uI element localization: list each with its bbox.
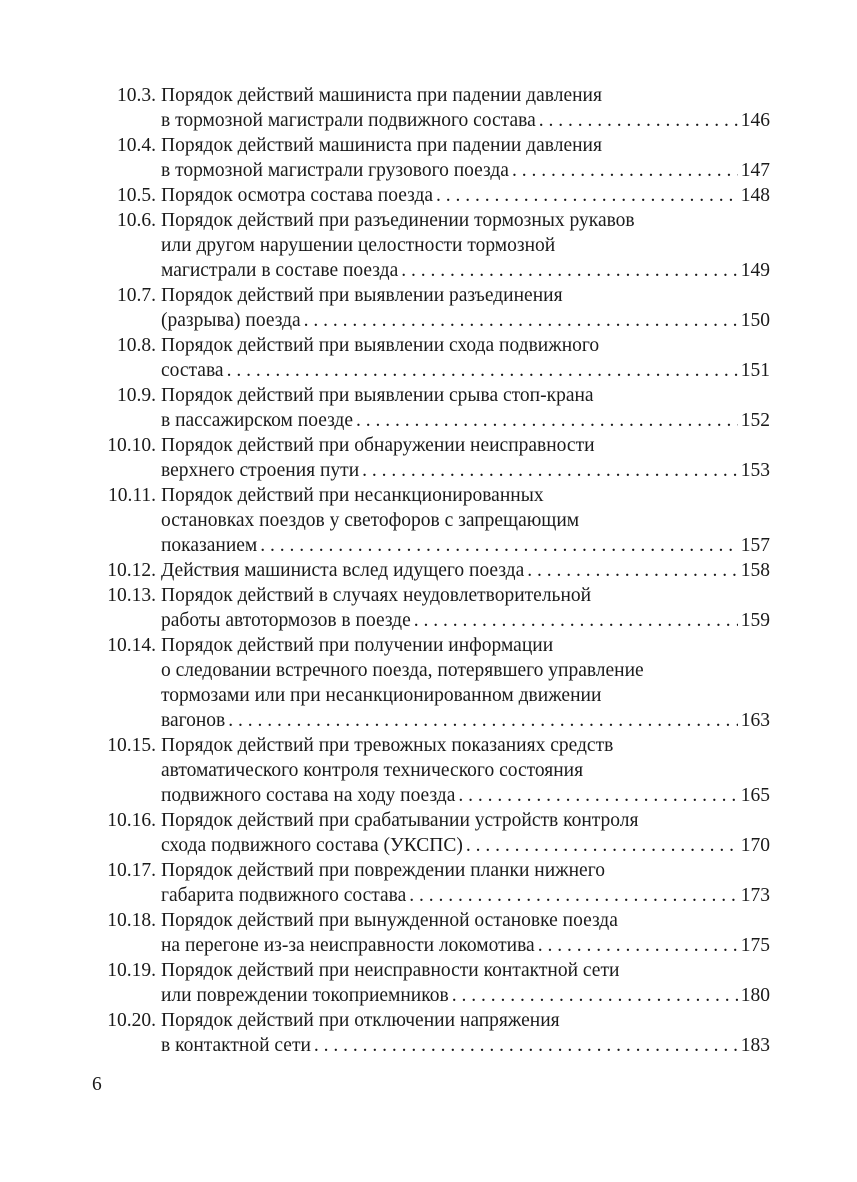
dot-leader <box>401 258 738 283</box>
dot-leader <box>452 983 738 1008</box>
toc-entry-line <box>100 933 770 958</box>
toc-entry-title: габарита подвижного состава <box>161 885 407 906</box>
toc-entry-page: 183 <box>740 1035 770 1056</box>
toc-entry[interactable] <box>100 133 770 183</box>
toc-entry-title: в контактной сети <box>161 1035 311 1056</box>
toc-entry-page: 170 <box>740 835 770 856</box>
dot-leader <box>356 408 738 433</box>
toc-entry-title: Порядок осмотра состава поезда <box>161 185 434 206</box>
toc-entry-title: Порядок действий при срабатывании устройств контроля <box>161 810 639 831</box>
toc-entry-number: 10.18. <box>107 910 156 931</box>
toc-entry-page: 173 <box>740 885 770 906</box>
toc-entry-line <box>100 633 770 658</box>
dot-leader <box>409 883 737 908</box>
toc-entry-line <box>100 983 770 1008</box>
toc-entry-line <box>100 358 770 383</box>
toc-entry-number: 10.6. <box>117 210 156 231</box>
toc-entry-title: Порядок действий машиниста при падении давления <box>161 85 602 106</box>
toc-entry-line <box>100 658 770 683</box>
toc-entry-line <box>100 183 770 208</box>
toc-entry-title: схода подвижного состава (УКСПС) <box>161 835 463 856</box>
toc-entry-title: Порядок действий машиниста при падении давления <box>161 135 602 156</box>
toc-entry-page: 158 <box>740 560 770 581</box>
toc-entry[interactable] <box>100 183 770 208</box>
toc-entry-line <box>100 83 770 108</box>
toc-entry-line <box>100 433 770 458</box>
dot-leader <box>227 358 738 383</box>
toc-entry-page: 163 <box>740 710 770 731</box>
toc-entry-title: работы автотормозов в поезде <box>161 610 411 631</box>
dot-leader <box>458 783 737 808</box>
toc-entry-title: или другом нарушении целостности тормозной <box>161 235 556 256</box>
toc-entry-line <box>100 258 770 283</box>
toc-entry-title: подвижного состава на ходу поезда <box>161 785 456 806</box>
toc-entry-title: в пассажирском поезде <box>161 410 354 431</box>
toc-entry-line <box>100 333 770 358</box>
toc-entry-page: 146 <box>740 110 770 131</box>
toc-entry-number: 10.5. <box>117 185 156 206</box>
toc-entry-title: Порядок действий при неисправности контактной сети <box>161 960 620 981</box>
toc-entry-line <box>100 483 770 508</box>
toc-entry-title: Порядок действий при вынужденной остановке поезда <box>161 910 618 931</box>
toc-entry-line <box>100 208 770 233</box>
table-of-contents <box>100 83 770 1058</box>
toc-entry-number: 10.11. <box>107 485 156 506</box>
toc-entry[interactable] <box>100 333 770 383</box>
toc-entry-line <box>100 558 770 583</box>
toc-entry-number: 10.14. <box>107 635 156 656</box>
toc-entry-title: Порядок действий при несанкционированных <box>161 485 544 506</box>
toc-entry-line <box>100 458 770 483</box>
dot-leader <box>304 308 738 333</box>
dot-leader <box>414 608 738 633</box>
toc-entry-title: Порядок действий при получении информации <box>161 635 554 656</box>
toc-entry-title: Порядок действий при тревожных показаниях средств <box>161 735 614 756</box>
toc-entry[interactable] <box>100 583 770 633</box>
toc-entry-line <box>100 158 770 183</box>
toc-entry-title: на перегоне из-за неисправности локомотива <box>161 935 535 956</box>
toc-entry-number: 10.8. <box>117 335 156 356</box>
toc-entry-number: 10.19. <box>107 960 156 981</box>
toc-entry-title: в тормозной магистрали грузового поезда <box>161 160 509 181</box>
toc-entry-line <box>100 233 770 258</box>
dot-leader <box>527 558 737 583</box>
toc-entry-line <box>100 608 770 633</box>
toc-entry[interactable] <box>100 83 770 133</box>
toc-entry-page: 159 <box>740 610 770 631</box>
toc-entry-number: 10.17. <box>107 860 156 881</box>
toc-entry[interactable] <box>100 383 770 433</box>
toc-entry-line <box>100 733 770 758</box>
toc-entry-title: показанием <box>161 535 258 556</box>
toc-entry[interactable] <box>100 558 770 583</box>
toc-entry[interactable] <box>100 633 770 733</box>
dot-leader <box>228 708 737 733</box>
toc-entry[interactable] <box>100 733 770 808</box>
toc-entry-page: 151 <box>740 360 770 381</box>
toc-entry-line <box>100 108 770 133</box>
toc-entry-number: 10.16. <box>107 810 156 831</box>
toc-entry-line <box>100 958 770 983</box>
toc-entry-title: магистрали в составе поезда <box>161 260 399 281</box>
toc-entry-page: 148 <box>740 185 770 206</box>
toc-entry-line <box>100 708 770 733</box>
toc-entry-line <box>100 133 770 158</box>
toc-entry-page: 150 <box>740 310 770 331</box>
toc-entry[interactable] <box>100 483 770 558</box>
toc-entry[interactable] <box>100 283 770 333</box>
toc-entry-page: 157 <box>740 535 770 556</box>
toc-entry-title: Порядок действий при выявлении срыва стоп-крана <box>161 385 594 406</box>
toc-entry-line <box>100 508 770 533</box>
toc-entry-title: верхнего строения пути <box>161 460 360 481</box>
dot-leader <box>314 1033 738 1058</box>
toc-entry-number: 10.4. <box>117 135 156 156</box>
toc-entry-line <box>100 408 770 433</box>
toc-entry[interactable] <box>100 808 770 858</box>
dot-leader <box>260 533 738 558</box>
toc-entry-page: 165 <box>740 785 770 806</box>
dot-leader <box>538 933 738 958</box>
dot-leader <box>512 158 738 183</box>
toc-entry-number: 10.9. <box>117 385 156 406</box>
toc-entry-line <box>100 308 770 333</box>
toc-entry-title: остановках поездов у светофоров с запрещающим <box>161 510 580 531</box>
toc-entry-title: Порядок действий при обнаружении неисправности <box>161 435 595 456</box>
toc-entry-title: о следовании встречного поезда, потерявшего управление <box>161 660 644 681</box>
page-number: 6 <box>92 1074 102 1095</box>
toc-entry-title: в тормозной магистрали подвижного состава <box>161 110 536 131</box>
toc-entry-title: Порядок действий в случаях неудовлетворительной <box>161 585 592 606</box>
toc-entry-line <box>100 883 770 908</box>
toc-entry-line <box>100 1008 770 1033</box>
toc-entry-number: 10.7. <box>117 285 156 306</box>
toc-entry-line <box>100 858 770 883</box>
toc-entry-line <box>100 683 770 708</box>
dot-leader <box>362 458 738 483</box>
toc-entry-number: 10.12. <box>107 560 156 581</box>
toc-entry-title: Порядок действий при разъединении тормозных рукавов <box>161 210 635 231</box>
toc-entry-line <box>100 908 770 933</box>
toc-entry[interactable] <box>100 958 770 1008</box>
toc-entry-title: Порядок действий при выявлении разъединения <box>161 285 563 306</box>
toc-entry-number: 10.13. <box>107 585 156 606</box>
toc-entry-page: 180 <box>740 985 770 1006</box>
dot-leader <box>436 183 738 208</box>
toc-entry-number: 10.3. <box>117 85 156 106</box>
dot-leader <box>466 833 738 858</box>
toc-entry-page: 153 <box>740 460 770 481</box>
toc-entry-title: Порядок действий при повреждении планки нижнего <box>161 860 605 881</box>
toc-entry-line <box>100 283 770 308</box>
toc-entry-line <box>100 383 770 408</box>
toc-entry-page: 147 <box>740 160 770 181</box>
toc-entry-page: 175 <box>740 935 770 956</box>
toc-entry-page: 152 <box>740 410 770 431</box>
dot-leader <box>539 108 738 133</box>
toc-entry-line <box>100 783 770 808</box>
toc-entry-title: тормозами или при несанкционированном движении <box>161 685 602 706</box>
toc-entry[interactable] <box>100 433 770 483</box>
toc-entry-title: вагонов <box>161 710 226 731</box>
toc-entry-number: 10.20. <box>107 1010 156 1031</box>
toc-entry[interactable] <box>100 208 770 283</box>
toc-entry-number: 10.15. <box>107 735 156 756</box>
toc-entry-line <box>100 833 770 858</box>
toc-entry[interactable] <box>100 858 770 908</box>
toc-entry[interactable] <box>100 908 770 958</box>
toc-entry-title: автоматического контроля технического состояния <box>161 760 584 781</box>
toc-entry-title: (разрыва) поезда <box>161 310 301 331</box>
toc-entry-line <box>100 533 770 558</box>
toc-entry-title: Порядок действий при выявлении схода подвижного <box>161 335 600 356</box>
toc-entry-title: состава <box>161 360 224 381</box>
toc-entry-line <box>100 808 770 833</box>
toc-entry-title: или повреждении токоприемников <box>161 985 449 1006</box>
toc-entry-line <box>100 583 770 608</box>
toc-entry-title: Порядок действий при отключении напряжения <box>161 1010 560 1031</box>
toc-entry-line <box>100 1033 770 1058</box>
toc-entry-title: Действия машиниста вслед идущего поезда <box>161 560 525 581</box>
toc-entry-number: 10.10. <box>107 435 156 456</box>
toc-entry-page: 149 <box>740 260 770 281</box>
toc-entry-line <box>100 758 770 783</box>
toc-entry[interactable] <box>100 1008 770 1058</box>
